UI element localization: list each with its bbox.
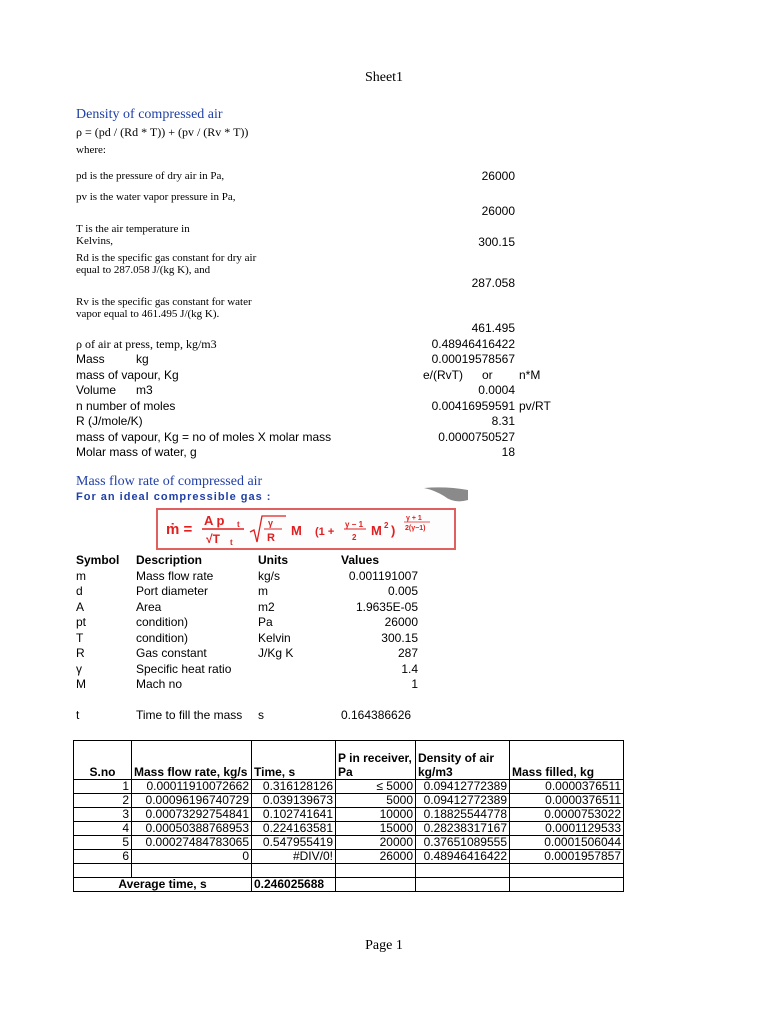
- time-symbol: t: [76, 708, 80, 722]
- volume-value: 0.0004: [478, 383, 515, 397]
- formula-numerator: A p: [204, 513, 225, 528]
- cell-pressure: 10000: [336, 808, 416, 822]
- cell-sno: 5: [74, 836, 132, 850]
- cell-mass-filled: 0.0001957857: [510, 850, 624, 864]
- pd-value: 26000: [481, 169, 515, 183]
- cell-time: 0.316128126: [252, 780, 336, 794]
- param-value: 1.4: [401, 662, 418, 676]
- param-symbol: A: [76, 600, 85, 614]
- param-value: 1: [411, 677, 418, 691]
- formula-root-numerator: γ: [268, 518, 274, 528]
- param-value: 1.9635E-05: [355, 600, 418, 614]
- cell-mass-flow: 0.00011910072662: [132, 780, 252, 794]
- decorative-shape: [424, 486, 468, 509]
- param-symbol: m: [76, 569, 86, 583]
- table-row: [74, 836, 624, 850]
- param-unit: J/Kg K: [258, 646, 294, 660]
- cell-time: 0.547955419: [252, 836, 336, 850]
- pd-label: pd is the pressure of dry air in Pa,: [76, 170, 225, 182]
- param-value: 287: [397, 646, 418, 660]
- r-label: R (J/mole/K): [76, 414, 143, 428]
- params-header-description: Description: [136, 553, 203, 567]
- massflow-subtitle: For an ideal compressible gas :: [76, 491, 272, 503]
- page-footer: Page 1: [365, 938, 403, 953]
- table-row-empty: [74, 864, 624, 878]
- table-row-average: [74, 878, 624, 892]
- mass-label: Mass: [76, 352, 105, 366]
- t-value: 300.15: [478, 235, 515, 249]
- moles-note: pv/RT: [519, 399, 551, 413]
- header-pressure: P in receiver, Pa: [336, 741, 416, 780]
- empty-cell: [74, 864, 132, 878]
- param-value: 0.001191007: [348, 569, 418, 583]
- empty-cell: [510, 878, 624, 892]
- empty-cell: [416, 864, 510, 878]
- formula-exp-denominator: 2(γ−1): [405, 525, 426, 532]
- empty-cell: [416, 878, 510, 892]
- formula-numerator-sub: t: [237, 520, 240, 529]
- param-symbol: R: [76, 646, 85, 660]
- param-unit: m2: [258, 600, 275, 614]
- param-description: Specific heat ratio: [136, 662, 232, 676]
- formula-lhs: ṁ =: [166, 521, 193, 538]
- cell-sno: 6: [74, 850, 132, 864]
- formula-frac-denominator: 2: [352, 533, 357, 542]
- params-header-values: Values: [341, 553, 380, 567]
- vapour-mass-2-label: mass of vapour, Kg = no of moles X molar mass: [76, 430, 332, 444]
- empty-cell: [336, 878, 416, 892]
- formula-denominator-sub: t: [230, 538, 233, 547]
- cell-time: 0.224163581: [252, 822, 336, 836]
- param-symbol: M: [76, 677, 86, 691]
- cell-mass-filled: 0.0001129533: [510, 822, 624, 836]
- formula-frac-numerator: γ − 1: [345, 520, 364, 529]
- param-unit: kg/s: [258, 569, 281, 583]
- cell-pressure: 15000: [336, 822, 416, 836]
- cell-pressure: ≤ 5000: [336, 780, 416, 794]
- cell-mass-flow: 0.00073292754841: [132, 808, 252, 822]
- rho-value: 0.48946416422: [431, 337, 515, 351]
- table-row: [74, 794, 624, 808]
- table-row: [74, 822, 624, 836]
- param-symbol: d: [76, 584, 83, 598]
- params-header-symbol: Symbol: [76, 553, 120, 567]
- param-value: 0.005: [387, 584, 418, 598]
- param-description: condition): [136, 631, 189, 645]
- cell-time: 0.102741641: [252, 808, 336, 822]
- cell-sno: 4: [74, 822, 132, 836]
- empty-cell: [336, 864, 416, 878]
- rd-label: Rd is the specific gas constant for dry air equal to 287.058 J/(kg K), and: [76, 252, 257, 276]
- cell-pressure: 5000: [336, 794, 416, 808]
- average-time-value: 0.246025688: [252, 878, 336, 892]
- formula-paren-close: ): [391, 523, 396, 538]
- cell-density: 0.28238317167: [416, 822, 510, 836]
- param-description: Mach no: [136, 677, 183, 691]
- cell-mass-filled: 0.0001506044: [510, 836, 624, 850]
- formula-m: M: [291, 523, 302, 538]
- formula-paren-open: (1 +: [315, 526, 335, 538]
- cell-pressure: 20000: [336, 836, 416, 850]
- pv-label: pv is the water vapor pressure in Pa,: [76, 191, 236, 203]
- params-header-units: Units: [258, 553, 288, 567]
- formula-root-denominator: R: [267, 532, 275, 544]
- header-time: Time, s: [252, 741, 336, 780]
- rho-label: ρ of air at press, temp, kg/m3: [76, 337, 217, 351]
- cell-density: 0.37651089555: [416, 836, 510, 850]
- vapour-formula-1: e/(RvT): [423, 368, 463, 382]
- param-description: Mass flow rate: [136, 569, 214, 583]
- mass-value: 0.00019578567: [431, 352, 515, 366]
- param-symbol: γ: [76, 662, 82, 676]
- cell-mass-flow: 0.00027484783065: [132, 836, 252, 850]
- cell-time: 0.039139673: [252, 794, 336, 808]
- rv-label: Rv is the specific gas constant for water vapor equal to 461.495 J/(kg K).: [76, 296, 252, 320]
- cell-density: 0.09412772389: [416, 794, 510, 808]
- param-unit: m: [258, 584, 268, 598]
- param-description: Area: [136, 600, 162, 614]
- param-unit: Pa: [258, 615, 273, 629]
- sheet-title: Sheet1: [364, 70, 404, 85]
- cell-density: 0.09412772389: [416, 780, 510, 794]
- cell-time: #DIV/0!: [252, 850, 336, 864]
- param-value: 26000: [384, 615, 418, 629]
- vapour-mass-2-value: 0.0000750527: [438, 430, 515, 444]
- param-description: Gas constant: [136, 646, 207, 660]
- param-unit: Kelvin: [258, 631, 291, 645]
- formula-exp-numerator: γ + 1: [406, 515, 422, 522]
- time-unit: s: [258, 708, 264, 722]
- t-label: T is the air temperature in Kelvins,: [76, 223, 190, 247]
- density-formula: ρ = (pd / (Rd * T)) + (pv / (Rv * T)): [76, 125, 249, 139]
- param-symbol: T: [76, 631, 84, 645]
- mass-unit: kg: [136, 352, 149, 366]
- formula-m2: M: [371, 523, 382, 538]
- cell-sno: 1: [74, 780, 132, 794]
- empty-cell: [510, 864, 624, 878]
- param-description: condition): [136, 615, 189, 629]
- param-description: Port diameter: [136, 584, 209, 598]
- moles-label: n number of moles: [76, 399, 176, 413]
- cell-mass-flow: 0.00050388768953: [132, 822, 252, 836]
- cell-sno: 2: [74, 794, 132, 808]
- header-mass-flow: Mass flow rate, kg/s: [132, 741, 252, 780]
- cell-mass-flow: 0.00096196740729: [132, 794, 252, 808]
- mass-flow-formula-box: [156, 508, 456, 550]
- header-sno: S.no: [74, 741, 132, 780]
- empty-cell: [252, 864, 336, 878]
- vapour-or: or: [482, 368, 493, 382]
- cell-sno: 3: [74, 808, 132, 822]
- massflow-section-title: Mass flow rate of compressed air: [76, 474, 263, 489]
- cell-mass-filled: 0.0000753022: [510, 808, 624, 822]
- volume-unit: m3: [136, 383, 153, 397]
- rv-value: 461.495: [471, 321, 515, 335]
- volume-label: Volume: [76, 383, 117, 397]
- fill-time-table: [73, 740, 624, 892]
- empty-cell: [132, 864, 252, 878]
- table-row: [74, 808, 624, 822]
- header-density: Density of air kg/m3: [416, 741, 510, 780]
- formula-m2-exponent: 2: [384, 521, 389, 530]
- cell-mass-filled: 0.0000376511: [510, 780, 624, 794]
- cell-density: 0.18825544778: [416, 808, 510, 822]
- param-value: 300.15: [381, 631, 418, 645]
- param-symbol: pt: [76, 615, 87, 629]
- density-section-title: Density of compressed air: [76, 107, 223, 122]
- pv-value: 26000: [481, 204, 515, 218]
- molar-mass-label: Molar mass of water, g: [76, 445, 197, 459]
- rd-value: 287.058: [471, 276, 515, 290]
- time-description: Time to fill the mass: [136, 708, 243, 722]
- average-time-label: Average time, s: [74, 878, 252, 892]
- table-row: [74, 850, 624, 864]
- table-row: [74, 780, 624, 794]
- time-value: 0.164386626: [341, 708, 412, 722]
- cell-pressure: 26000: [336, 850, 416, 864]
- cell-density: 0.48946416422: [416, 850, 510, 864]
- molar-mass-value: 18: [501, 445, 515, 459]
- cell-mass-flow: 0: [132, 850, 252, 864]
- vapour-formula-2: n*M: [519, 368, 541, 382]
- table-header-row: [74, 741, 624, 780]
- formula-denominator: √T: [206, 532, 220, 546]
- cell-mass-filled: 0.0000376511: [510, 794, 624, 808]
- moles-value: 0.00416959591: [431, 399, 515, 413]
- where-label: where:: [76, 144, 106, 156]
- vapour-mass-label: mass of vapour, Kg: [76, 368, 179, 382]
- header-mass-filled: Mass filled, kg: [510, 741, 624, 780]
- r-value: 8.31: [491, 414, 515, 428]
